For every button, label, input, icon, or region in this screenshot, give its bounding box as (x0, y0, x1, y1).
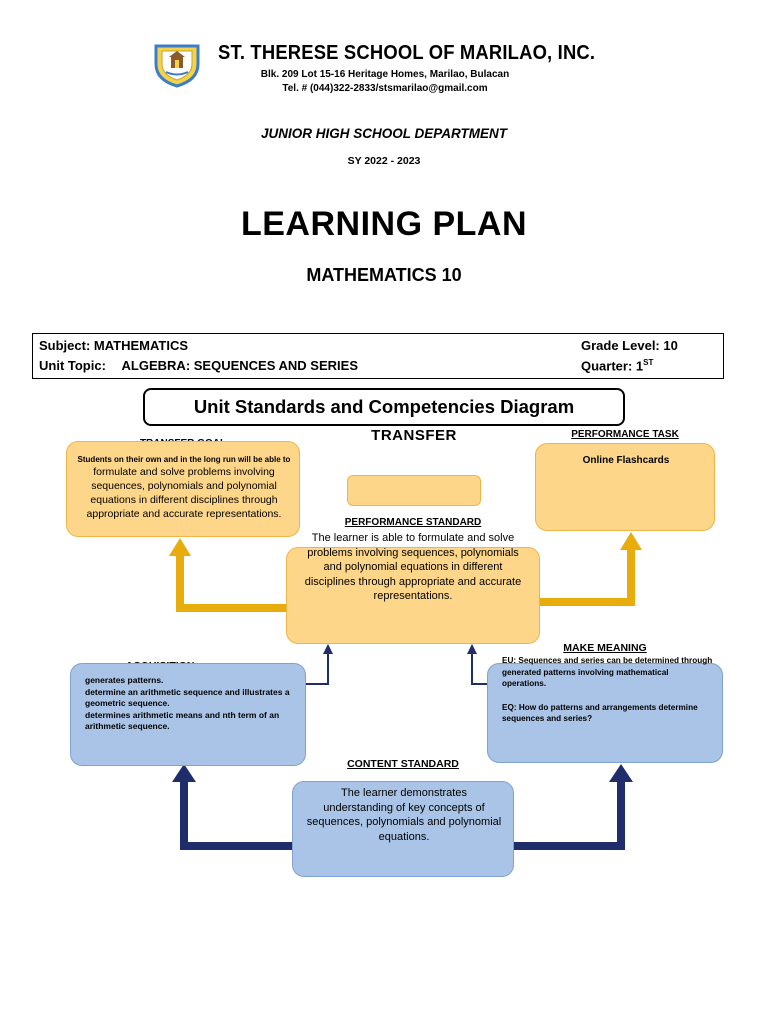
grade-level: Grade Level: 10 (581, 338, 678, 353)
school-address: Blk. 209 Lot 15-16 Heritage Homes, Marilao, Bulacan (260, 69, 510, 80)
performance-task-label: PERFORMANCE TASK (571, 429, 679, 440)
transfer-goal-intro: Students on their own and in the long run will be able to (77, 455, 291, 464)
orange-arrow-left (169, 538, 288, 612)
diagram-title: Unit Standards and Competencies Diagram (143, 388, 625, 426)
empty-placeholder-box (347, 475, 481, 506)
school-year: SY 2022 - 2023 (347, 155, 421, 167)
performance-task-box (535, 443, 715, 531)
performance-standard-label: PERFORMANCE STANDARD (344, 517, 482, 528)
acquisition-box (70, 663, 306, 766)
orange-arrow-right (540, 532, 642, 606)
transfer-goal-content (75, 452, 293, 521)
transfer-goal-text: formulate and solve problems involving sequences, polynomials and polynomial equations in different disciplines through appropriate and accurate representations. (86, 466, 282, 520)
subject-label: Subject: MATHEMATICS (39, 338, 189, 353)
department-name: JUNIOR HIGH SCHOOL DEPARTMENT (260, 126, 508, 141)
unit-topic-value: ALGEBRA: SEQUENCES AND SERIES (121, 358, 358, 373)
acquisition-item-2: determine an arithmetic sequence and illustrates a geometric sequence. (85, 686, 290, 708)
transfer-heading: TRANSFER (371, 427, 457, 444)
acquisition-item-1: generates patterns. (85, 675, 164, 685)
unit-topic-label: Unit Topic: (39, 358, 106, 373)
performance-standard-text: The learner is able to formulate and solve problems involving sequences, polynomials and polynomial equations in different disciplines through appropriate and accurate representations. (304, 532, 522, 602)
make-meaning-eq: EQ: How do patterns and arrangements determine sequences and series? (502, 702, 698, 723)
content-standard-text: The learner demonstrates understanding of key concepts of sequences, polynomials and polynomial equations. (306, 787, 502, 843)
transfer-goal-box (66, 441, 300, 537)
school-contact: Tel. # (044)322-2833/stsmarilao@gmail.com (282, 83, 488, 94)
make-meaning-label: MAKE MEANING (563, 642, 647, 654)
navy-arrow-left (172, 764, 292, 850)
quarter-suffix: ST (643, 358, 654, 367)
performance-task-text: Online Flashcards (582, 455, 670, 466)
acquisition-content (85, 675, 300, 733)
acquisition-item-3: determines arithmetic means and nth term of an arithmetic sequence. (85, 709, 280, 731)
make-meaning-content (502, 655, 714, 725)
school-name: ST. THERESE SCHOOL OF MARILAO, INC. (218, 42, 596, 64)
page-subtitle: MATHEMATICS 10 (306, 265, 462, 285)
page-title: LEARNING PLAN (240, 205, 528, 243)
quarter-label: Quarter: 1 (581, 358, 644, 374)
content-standard-box (292, 781, 514, 877)
content-standard-label: CONTENT STANDARD (347, 758, 459, 770)
make-meaning-eu: EU: Sequences and series can be determined through generated patterns involving mathematical operations. (502, 656, 713, 688)
thin-connector-right (472, 652, 487, 684)
navy-arrow-right (514, 764, 633, 850)
thin-connector-left (306, 652, 328, 684)
